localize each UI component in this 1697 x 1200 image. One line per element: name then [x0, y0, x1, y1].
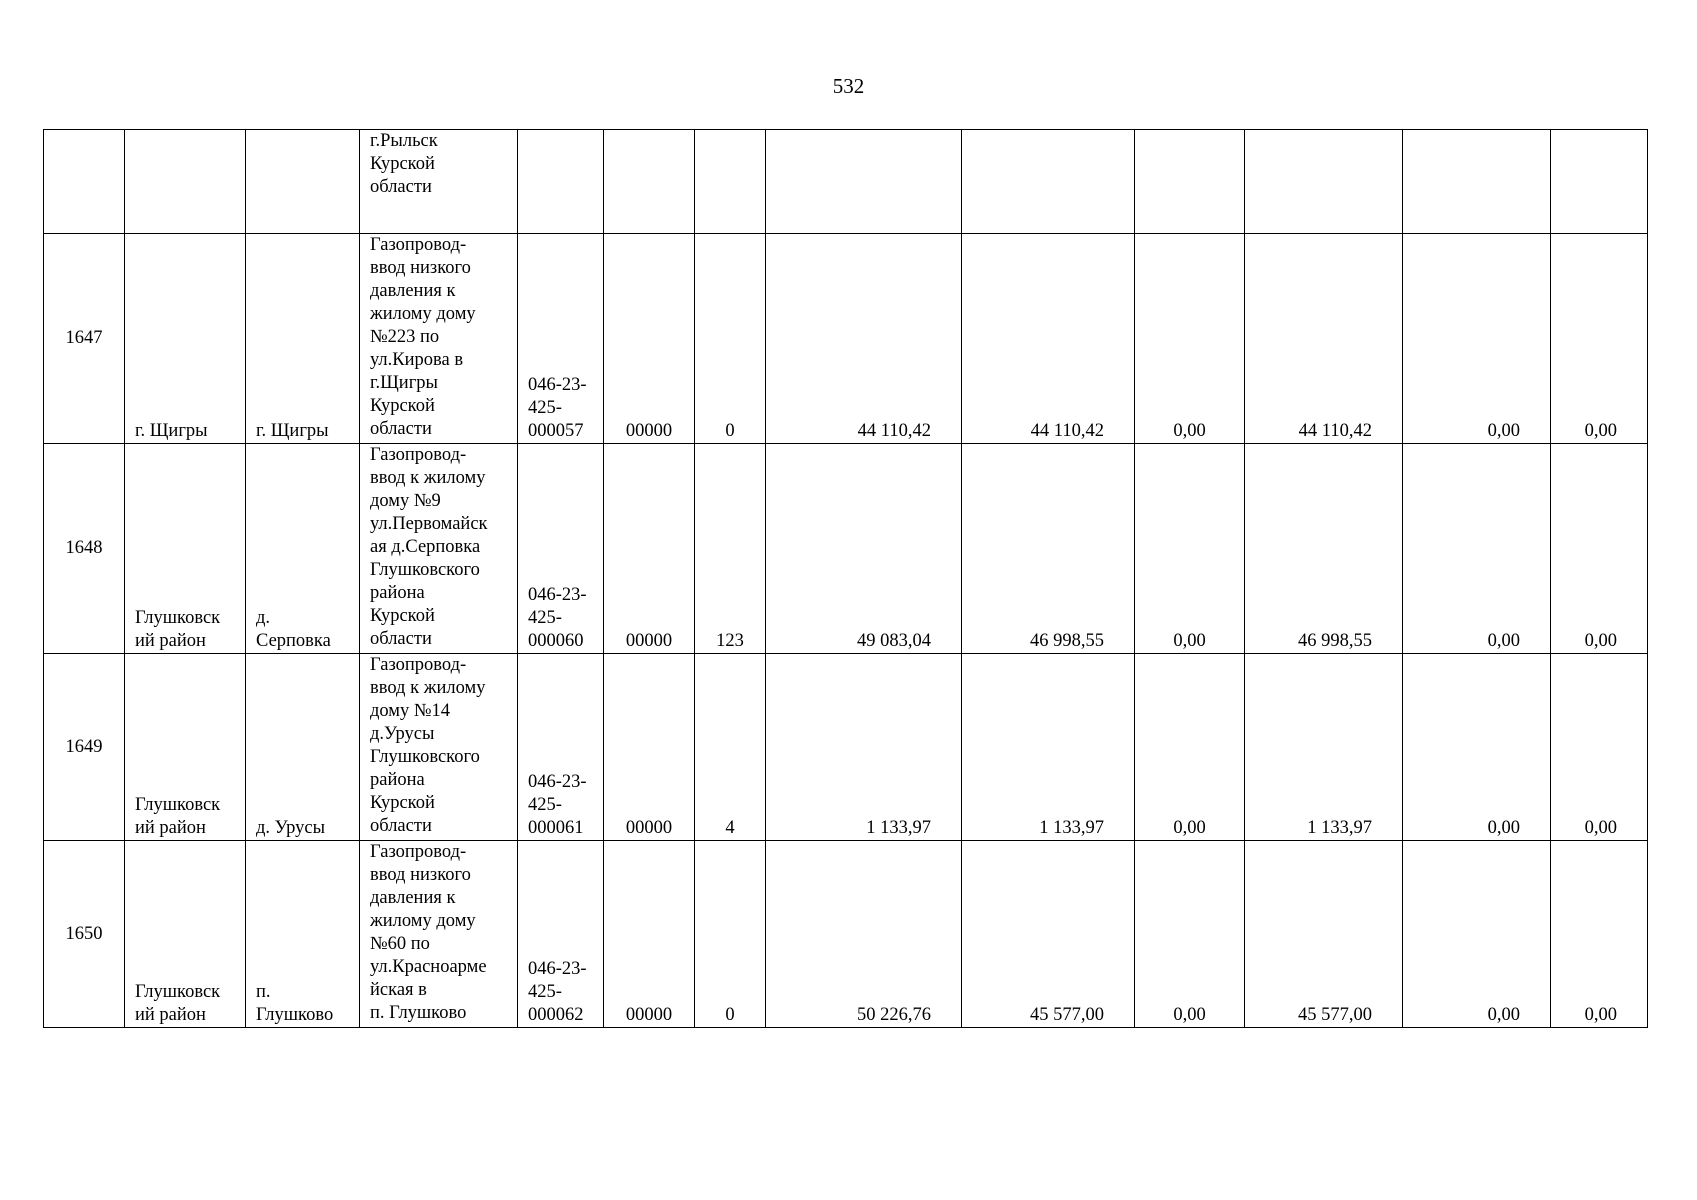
- cell-empty: [1403, 130, 1551, 234]
- cell-cadastral-code: 046-23- 425- 000060: [518, 444, 604, 654]
- cell-value-2: 46 998,55: [962, 444, 1135, 654]
- cell-locality: д. Серповка: [246, 444, 360, 654]
- cell-quantity: 0: [695, 841, 766, 1028]
- cell-value-3: 0,00: [1135, 444, 1245, 654]
- cell-empty: [766, 130, 962, 234]
- cell-value-4: 44 110,42: [1245, 234, 1403, 444]
- cell-row-number: 1650: [44, 841, 125, 1028]
- cell-empty: [1551, 130, 1648, 234]
- cell-object-name: Газопровод- ввод низкого давления к жилому дому №60 по ул.Красноарме йская в п. Глушково: [360, 841, 518, 1028]
- cell-empty: [604, 130, 695, 234]
- cell-empty: [125, 130, 246, 234]
- cell-quantity: 4: [695, 654, 766, 841]
- cell-value-4: 1 133,97: [1245, 654, 1403, 841]
- cell-value-1: 44 110,42: [766, 234, 962, 444]
- cell-row-number: 1647: [44, 234, 125, 444]
- table-row: [44, 654, 1648, 841]
- registry-table: [43, 129, 1648, 1028]
- cell-object-name: г.Рыльск Курской области: [360, 130, 518, 234]
- cell-empty: [518, 130, 604, 234]
- cell-value-1: 1 133,97: [766, 654, 962, 841]
- cell-district: Глушковск ий район: [125, 841, 246, 1028]
- cell-cadastral-code: 046-23- 425- 000061: [518, 654, 604, 841]
- cell-value-5: 0,00: [1403, 234, 1551, 444]
- cell-value-2: 1 133,97: [962, 654, 1135, 841]
- cell-value-2: 45 577,00: [962, 841, 1135, 1028]
- cell-value-6: 0,00: [1551, 654, 1648, 841]
- cell-district: Глушковск ий район: [125, 444, 246, 654]
- cell-locality: г. Щигры: [246, 234, 360, 444]
- cell-cadastral-code: 046-23- 425- 000062: [518, 841, 604, 1028]
- cell-empty: [1135, 130, 1245, 234]
- page-number: 532: [832, 74, 865, 98]
- cell-value-3: 0,00: [1135, 234, 1245, 444]
- cell-value-3: 0,00: [1135, 841, 1245, 1028]
- cell-locality: д. Урусы: [246, 654, 360, 841]
- cell-row-number: 1649: [44, 654, 125, 841]
- cell-cadastral-code: 046-23- 425- 000057: [518, 234, 604, 444]
- cell-value-4: 45 577,00: [1245, 841, 1403, 1028]
- cell-value-5: 0,00: [1403, 841, 1551, 1028]
- table-row: [44, 234, 1648, 444]
- cell-value-6: 0,00: [1551, 234, 1648, 444]
- cell-value-6: 0,00: [1551, 444, 1648, 654]
- cell-district: Глушковск ий район: [125, 654, 246, 841]
- cell-value-5: 0,00: [1403, 444, 1551, 654]
- cell-value-1: 49 083,04: [766, 444, 962, 654]
- cell-value-1: 50 226,76: [766, 841, 962, 1028]
- cell-code-suffix: 00000: [604, 234, 695, 444]
- table-row: [44, 841, 1648, 1028]
- cell-empty: [44, 130, 125, 234]
- cell-empty: [695, 130, 766, 234]
- cell-code-suffix: 00000: [604, 444, 695, 654]
- cell-row-number: 1648: [44, 444, 125, 654]
- cell-locality: п. Глушково: [246, 841, 360, 1028]
- cell-code-suffix: 00000: [604, 841, 695, 1028]
- cell-quantity: 123: [695, 444, 766, 654]
- cell-object-name: Газопровод- ввод к жилому дому №14 д.Урусы Глушковского района Курской области: [360, 654, 518, 841]
- cell-value-5: 0,00: [1403, 654, 1551, 841]
- cell-value-6: 0,00: [1551, 841, 1648, 1028]
- cell-quantity: 0: [695, 234, 766, 444]
- cell-value-2: 44 110,42: [962, 234, 1135, 444]
- cell-value-3: 0,00: [1135, 654, 1245, 841]
- cell-empty: [1245, 130, 1403, 234]
- cell-district: г. Щигры: [125, 234, 246, 444]
- cell-value-4: 46 998,55: [1245, 444, 1403, 654]
- cell-empty: [246, 130, 360, 234]
- cell-object-name: Газопровод- ввод низкого давления к жилому дому №223 по ул.Кирова в г.Щигры Курской области: [360, 234, 518, 444]
- table-row-continuation: [44, 130, 1648, 234]
- table-row: [44, 444, 1648, 654]
- cell-code-suffix: 00000: [604, 654, 695, 841]
- cell-object-name: Газопровод- ввод к жилому дому №9 ул.Первомайск ая д.Серповка Глушковского района Курской области: [360, 444, 518, 654]
- cell-empty: [962, 130, 1135, 234]
